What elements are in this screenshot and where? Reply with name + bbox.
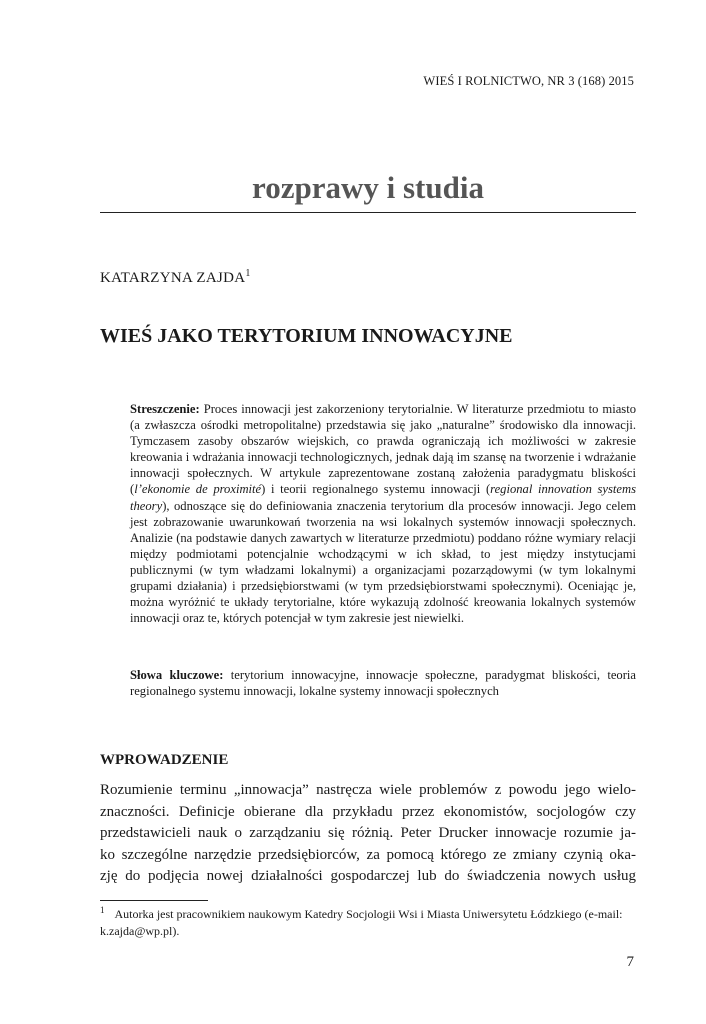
author-footnote-mark[interactable]: 1 [245,268,251,279]
intro-line: zję do podjęcia nowej działalności gospodarczej lub do świadczenia nowych usług [100,868,636,884]
abstract-label: Streszczenie: [130,402,200,416]
abstract-italic-2: regional innovation systems theory [130,482,636,513]
footnote-text: Autorka jest pracownikiem naukowym Katedry Socjologii Wsi i Miasta Uniwersytetu Łódzkiego (e-mail: k.zajda@wp.pl). [100,907,623,938]
author-name-text: KATARZYNA ZAJDA [100,270,246,286]
intro-paragraph [100,780,636,888]
abstract-italic-1: l’ekonomie de proximité [134,482,262,497]
page-number: 7 [626,954,634,970]
intro-line: Rozumienie terminu „innowacja” nastręcza wiele problemów z powodu jego wielo- [100,782,636,798]
keywords [130,667,636,699]
abstract-text-3: ), odnoszące się do definiowania znaczenia terytorium dla procesów innowacji. Jego celem jest zobrazowanie uwarunkowań tworzenia na wsi lokalnych systemów innowacji społecznych. Analizie (na podstawie danych zawartych w literaturze przedmiotu) poddano różne wymiary relacji między podmiotami potencjalnie wchodzącymi w ich skład, to jest między instytucjami publicznymi (w tym władzami lokalnymi) a organizacjami pozarządowymi (w tym lokalnymi grupami działania) i przedsiębiorstwami (w tym przedsiębiorstwami społecznymi). Oceniając je, można wyróżnić te układy terytorialne, które wykazują zdolność kreowania lokalnych systemów innowacji oraz te, których potencjał w tym zakresie jest niewielki. [130,498,636,626]
journal-header: WIEŚ I ROLNICTWO, NR 3 (168) 2015 [423,74,634,88]
keywords-label: Słowa kluczowe: [130,668,224,682]
intro-line: znaczności. Definicje obierane dla przykładu przez ekonomistów, socjologów czy [100,803,636,820]
abstract [130,401,636,626]
footnote [100,906,636,940]
article-title: WIEŚ JAKO TERYTORIUM INNOWACYJNE [100,325,513,347]
intro-heading: WPROWADZENIE [100,752,229,768]
section-title: rozprawy i studia [252,170,484,205]
author-name [100,270,251,287]
section-divider [100,212,636,213]
intro-line: przedstawicieli nauk o zarządzaniu się różnią. Peter Drucker innowacje rozumie ja- [100,825,636,841]
abstract-text-1: Proces innowacji jest zakorzeniony terytorialnie. W literaturze przedmiotu to miasto (a zwłaszcza ośrodki metropolitalne) przedstawia się jako „naturalne” środowisko dla innowacji. Tymczasem zasoby obszarów wiejskich, co prawda ograniczają ich możliwości w zakresie kreowania i wdrażania innowacji technologicznych, jednak dają im szansę na tworzenie i wdrażanie innowacji społecznych. W artykule zaprezentowane zostaną założenia paradygmatu bliskości ( [130,402,636,497]
intro-line: ko szczególne narzędzie przedsiębiorców, za pomocą którego ze zmiany czynią oka- [100,846,636,863]
footnote-divider [100,900,208,901]
footnote-mark: 1 [100,905,105,915]
abstract-text-2: ) i teorii regionalnego systemu innowacji ( [261,482,491,497]
keywords-text: terytorium innowacyjne, innowacje społeczne, paradygmat bliskości, teoria regionalnego systemu innowacji, lokalne systemy innowacji społecznych [130,668,636,699]
